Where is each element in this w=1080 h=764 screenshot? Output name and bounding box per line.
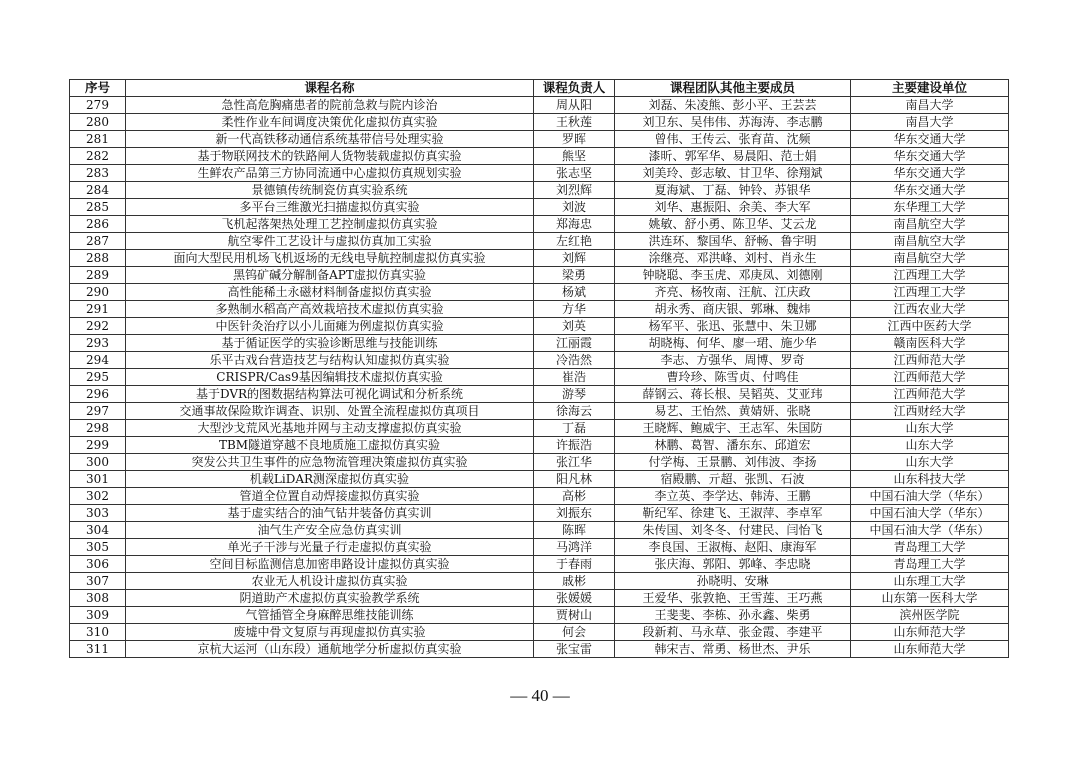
course-name: 机载LiDAR测深虚拟仿真实验 (126, 471, 534, 488)
course-name: 高性能稀土永磁材料制备虚拟仿真实验 (126, 284, 534, 301)
table-row (70, 216, 1009, 233)
institution: 江西师范大学 (851, 386, 1009, 403)
table-row (70, 284, 1009, 301)
row-index: 297 (70, 403, 126, 420)
course-name: 生鲜农产品第三方协同流通中心虚拟仿真规划实验 (126, 165, 534, 182)
team-members: 付学梅、王景鹏、刘伟波、李扬 (615, 454, 851, 471)
course-name: 多平台三维激光扫描虚拟仿真实验 (126, 199, 534, 216)
course-lead: 陈晖 (534, 522, 615, 539)
team-members: 夏海斌、丁磊、钟铃、苏银华 (615, 182, 851, 199)
institution: 山东师范大学 (851, 624, 1009, 641)
row-index: 282 (70, 148, 126, 165)
institution: 华东交通大学 (851, 182, 1009, 199)
table-row (70, 165, 1009, 182)
course-name: 面向大型民用机场飞机返场的无线电导航控制虚拟仿真实验 (126, 250, 534, 267)
team-members: 张庆海、郭阳、郭峰、李忠晓 (615, 556, 851, 573)
table-row (70, 522, 1009, 539)
course-name: 单光子干涉与光量子行走虚拟仿真实验 (126, 539, 534, 556)
table-row (70, 607, 1009, 624)
row-index: 286 (70, 216, 126, 233)
row-index: 310 (70, 624, 126, 641)
table-row (70, 641, 1009, 658)
row-index: 293 (70, 335, 126, 352)
course-name: 基于循证医学的实验诊断思维与技能训练 (126, 335, 534, 352)
course-lead: 张宝雷 (534, 641, 615, 658)
header-institution: 主要建设单位 (851, 80, 1009, 97)
table-row (70, 539, 1009, 556)
course-lead: 郑海忠 (534, 216, 615, 233)
table-row (70, 301, 1009, 318)
team-members: 林鹏、葛智、潘东东、邱道宏 (615, 437, 851, 454)
team-members: 薛钢云、蒋长根、吴韬英、艾亚玮 (615, 386, 851, 403)
row-index: 296 (70, 386, 126, 403)
row-index: 279 (70, 97, 126, 114)
row-index: 281 (70, 131, 126, 148)
course-lead: 方华 (534, 301, 615, 318)
course-lead: 杨斌 (534, 284, 615, 301)
institution: 山东第一医科大学 (851, 590, 1009, 607)
team-members: 刘华、惠振阳、余美、李大军 (615, 199, 851, 216)
institution: 江西师范大学 (851, 369, 1009, 386)
row-index: 302 (70, 488, 126, 505)
row-index: 300 (70, 454, 126, 471)
row-index: 288 (70, 250, 126, 267)
course-lead: 左红艳 (534, 233, 615, 250)
institution: 滨州医学院 (851, 607, 1009, 624)
team-members: 刘磊、朱凌熊、彭小平、王芸芸 (615, 97, 851, 114)
course-lead: 何会 (534, 624, 615, 641)
row-index: 283 (70, 165, 126, 182)
table-row (70, 505, 1009, 522)
team-members: 涂继亮、邓洪峰、刘村、肖永生 (615, 250, 851, 267)
institution: 华东交通大学 (851, 148, 1009, 165)
course-lead: 王秋莲 (534, 114, 615, 131)
team-members: 胡晓梅、何华、廖一珺、施少华 (615, 335, 851, 352)
row-index: 287 (70, 233, 126, 250)
team-members: 王晓辉、鲍威宇、王志军、朱国防 (615, 420, 851, 437)
course-lead: 冷浩然 (534, 352, 615, 369)
course-lead: 刘辉 (534, 250, 615, 267)
row-index: 289 (70, 267, 126, 284)
institution: 赣南医科大学 (851, 335, 1009, 352)
table-row (70, 437, 1009, 454)
course-name: 新一代高铁移动通信系统基带信号处理实验 (126, 131, 534, 148)
table-body (70, 97, 1009, 658)
institution: 南昌大学 (851, 114, 1009, 131)
table-row (70, 624, 1009, 641)
institution: 东华理工大学 (851, 199, 1009, 216)
table-row (70, 267, 1009, 284)
course-lead: 许振浩 (534, 437, 615, 454)
team-members: 胡永秀、商庆银、郭琳、魏炜 (615, 301, 851, 318)
course-name: 气管插管全身麻醉思维技能训练 (126, 607, 534, 624)
row-index: 295 (70, 369, 126, 386)
course-lead: 张志坚 (534, 165, 615, 182)
course-lead: 丁磊 (534, 420, 615, 437)
table-row (70, 488, 1009, 505)
course-name: 黑钨矿碱分解制备APT虚拟仿真实验 (126, 267, 534, 284)
course-name: 空间目标监测信息加密串路设计虚拟仿真实验 (126, 556, 534, 573)
team-members: 易艺、王怡然、黄婧妍、张晓 (615, 403, 851, 420)
table-row (70, 97, 1009, 114)
course-lead: 马鸿洋 (534, 539, 615, 556)
row-index: 298 (70, 420, 126, 437)
table-row (70, 590, 1009, 607)
course-name: 农业无人机设计虚拟仿真实验 (126, 573, 534, 590)
course-name: 飞机起落架热处理工艺控制虚拟仿真实验 (126, 216, 534, 233)
team-members: 孙晓明、安琳 (615, 573, 851, 590)
table-row (70, 573, 1009, 590)
course-name: 交通事故保险欺诈调查、识别、处置全流程虚拟仿真项目 (126, 403, 534, 420)
institution: 江西师范大学 (851, 352, 1009, 369)
course-name: 柔性作业车间调度决策优化虚拟仿真实验 (126, 114, 534, 131)
course-name: CRISPR/Cas9基因编辑技术虚拟仿真实验 (126, 369, 534, 386)
row-index: 280 (70, 114, 126, 131)
course-lead: 梁勇 (534, 267, 615, 284)
team-members: 漆昕、郭军华、易晨阳、范士娟 (615, 148, 851, 165)
course-name: 油气生产安全应急仿真实训 (126, 522, 534, 539)
team-members: 刘卫东、吴伟伟、苏海涛、李志鹏 (615, 114, 851, 131)
course-name: 基于物联网技术的铁路闸人货物装载虚拟仿真实验 (126, 148, 534, 165)
table-header-row (70, 80, 1009, 97)
header-course-lead: 课程负责人 (534, 80, 615, 97)
header-course-name: 课程名称 (126, 80, 534, 97)
course-lead: 高彬 (534, 488, 615, 505)
table-row (70, 318, 1009, 335)
institution: 青岛理工大学 (851, 539, 1009, 556)
team-members: 杨军平、张迅、张慧中、朱卫娜 (615, 318, 851, 335)
course-name: 乐平古戏台营造技艺与结构认知虚拟仿真实验 (126, 352, 534, 369)
row-index: 291 (70, 301, 126, 318)
table-row (70, 369, 1009, 386)
table-row (70, 233, 1009, 250)
course-lead: 于春雨 (534, 556, 615, 573)
team-members: 宿殿鹏、亓超、张凯、石波 (615, 471, 851, 488)
institution: 山东师范大学 (851, 641, 1009, 658)
course-lead: 张媛媛 (534, 590, 615, 607)
course-name: 基于DVR的图数据结构算法可视化调试和分析系统 (126, 386, 534, 403)
course-lead: 刘振东 (534, 505, 615, 522)
row-index: 301 (70, 471, 126, 488)
row-index: 294 (70, 352, 126, 369)
institution: 南昌航空大学 (851, 216, 1009, 233)
table-row (70, 556, 1009, 573)
course-lead: 戚彬 (534, 573, 615, 590)
institution: 中国石油大学（华东） (851, 488, 1009, 505)
table-row (70, 352, 1009, 369)
institution: 山东科技大学 (851, 471, 1009, 488)
row-index: 307 (70, 573, 126, 590)
course-lead: 张江华 (534, 454, 615, 471)
header-team-members: 课程团队其他主要成员 (615, 80, 851, 97)
course-lead: 徐海云 (534, 403, 615, 420)
row-index: 284 (70, 182, 126, 199)
team-members: 曹玲珍、陈雪贞、付鸣佳 (615, 369, 851, 386)
course-lead: 熊坚 (534, 148, 615, 165)
institution: 江西农业大学 (851, 301, 1009, 318)
team-members: 齐亮、杨牧南、汪航、江庆政 (615, 284, 851, 301)
course-lead: 刘烈辉 (534, 182, 615, 199)
course-name: 阴道助产术虚拟仿真实验教学系统 (126, 590, 534, 607)
course-lead: 罗晖 (534, 131, 615, 148)
row-index: 309 (70, 607, 126, 624)
team-members: 王爱华、张敦艳、王雪莲、王巧燕 (615, 590, 851, 607)
row-index: 308 (70, 590, 126, 607)
course-name: 中医针灸治疗以小儿面瘫为例虚拟仿真实验 (126, 318, 534, 335)
team-members: 李立英、李学达、韩涛、王鹏 (615, 488, 851, 505)
team-members: 靳纪军、徐建飞、王淑萍、李卓军 (615, 505, 851, 522)
table-row (70, 386, 1009, 403)
institution: 山东理工大学 (851, 573, 1009, 590)
institution: 南昌航空大学 (851, 233, 1009, 250)
course-name: 突发公共卫生事件的应急物流管理决策虚拟仿真实验 (126, 454, 534, 471)
table-row (70, 114, 1009, 131)
team-members: 朱传国、刘冬冬、付建民、闫怡飞 (615, 522, 851, 539)
team-members: 姚敏、舒小勇、陈卫华、艾云龙 (615, 216, 851, 233)
course-name: 急性高危胸痛患者的院前急救与院内诊治 (126, 97, 534, 114)
institution: 中国石油大学（华东） (851, 522, 1009, 539)
course-name: 大型沙戈荒风光基地并网与主动支撑虚拟仿真实验 (126, 420, 534, 437)
row-index: 303 (70, 505, 126, 522)
team-members: 王斐斐、李栋、孙永鑫、柴勇 (615, 607, 851, 624)
team-members: 段新莉、马永草、张金霞、李建平 (615, 624, 851, 641)
row-index: 305 (70, 539, 126, 556)
course-name: 废墟中骨文复原与再现虚拟仿真实验 (126, 624, 534, 641)
institution: 江西理工大学 (851, 284, 1009, 301)
course-name: 航空零件工艺设计与虚拟仿真加工实验 (126, 233, 534, 250)
table-row (70, 403, 1009, 420)
table-row (70, 182, 1009, 199)
course-name: 京杭大运河（山东段）通航地学分析虚拟仿真实验 (126, 641, 534, 658)
institution: 山东大学 (851, 420, 1009, 437)
page-number: — 40 — (510, 686, 570, 705)
course-lead: 刘英 (534, 318, 615, 335)
table-row (70, 471, 1009, 488)
institution: 山东大学 (851, 454, 1009, 471)
table-row (70, 420, 1009, 437)
table-row (70, 335, 1009, 352)
row-index: 285 (70, 199, 126, 216)
row-index: 306 (70, 556, 126, 573)
team-members: 刘美玲、彭志敏、甘卫华、徐翔斌 (615, 165, 851, 182)
course-lead: 游琴 (534, 386, 615, 403)
institution: 江西财经大学 (851, 403, 1009, 420)
institution: 江西中医药大学 (851, 318, 1009, 335)
team-members: 钟晓聪、李玉虎、邓庚凤、刘德刚 (615, 267, 851, 284)
institution: 江西理工大学 (851, 267, 1009, 284)
institution: 华东交通大学 (851, 165, 1009, 182)
course-lead: 周从阳 (534, 97, 615, 114)
course-lead: 刘波 (534, 199, 615, 216)
row-index: 311 (70, 641, 126, 658)
institution: 青岛理工大学 (851, 556, 1009, 573)
course-lead: 贾树山 (534, 607, 615, 624)
team-members: 韩宋吉、常勇、杨世杰、尹乐 (615, 641, 851, 658)
institution: 中国石油大学（华东） (851, 505, 1009, 522)
course-name: 基于虚实结合的油气钻井装备仿真实训 (126, 505, 534, 522)
course-lead: 阳凡林 (534, 471, 615, 488)
table-row (70, 199, 1009, 216)
course-name: TBM隧道穿越不良地质施工虚拟仿真实验 (126, 437, 534, 454)
row-index: 299 (70, 437, 126, 454)
course-table (69, 79, 1009, 658)
institution: 山东大学 (851, 437, 1009, 454)
institution: 华东交通大学 (851, 131, 1009, 148)
team-members: 李良国、王淑梅、赵阳、康海军 (615, 539, 851, 556)
row-index: 290 (70, 284, 126, 301)
institution: 南昌大学 (851, 97, 1009, 114)
course-lead: 江丽霞 (534, 335, 615, 352)
team-members: 曾伟、王传云、张育苗、沈频 (615, 131, 851, 148)
table-row (70, 250, 1009, 267)
institution: 南昌航空大学 (851, 250, 1009, 267)
team-members: 洪连环、黎国华、舒畅、鲁宇明 (615, 233, 851, 250)
course-name: 景德镇传统制瓷仿真实验系统 (126, 182, 534, 199)
row-index: 304 (70, 522, 126, 539)
table-row (70, 131, 1009, 148)
table-row (70, 148, 1009, 165)
table-row (70, 454, 1009, 471)
header-index: 序号 (70, 80, 126, 97)
team-members: 李志、方强华、周博、罗奇 (615, 352, 851, 369)
course-lead: 崔浩 (534, 369, 615, 386)
row-index: 292 (70, 318, 126, 335)
course-name: 多熟制水稻高产高效栽培技术虚拟仿真实验 (126, 301, 534, 318)
course-name: 管道全位置自动焊接虚拟仿真实验 (126, 488, 534, 505)
